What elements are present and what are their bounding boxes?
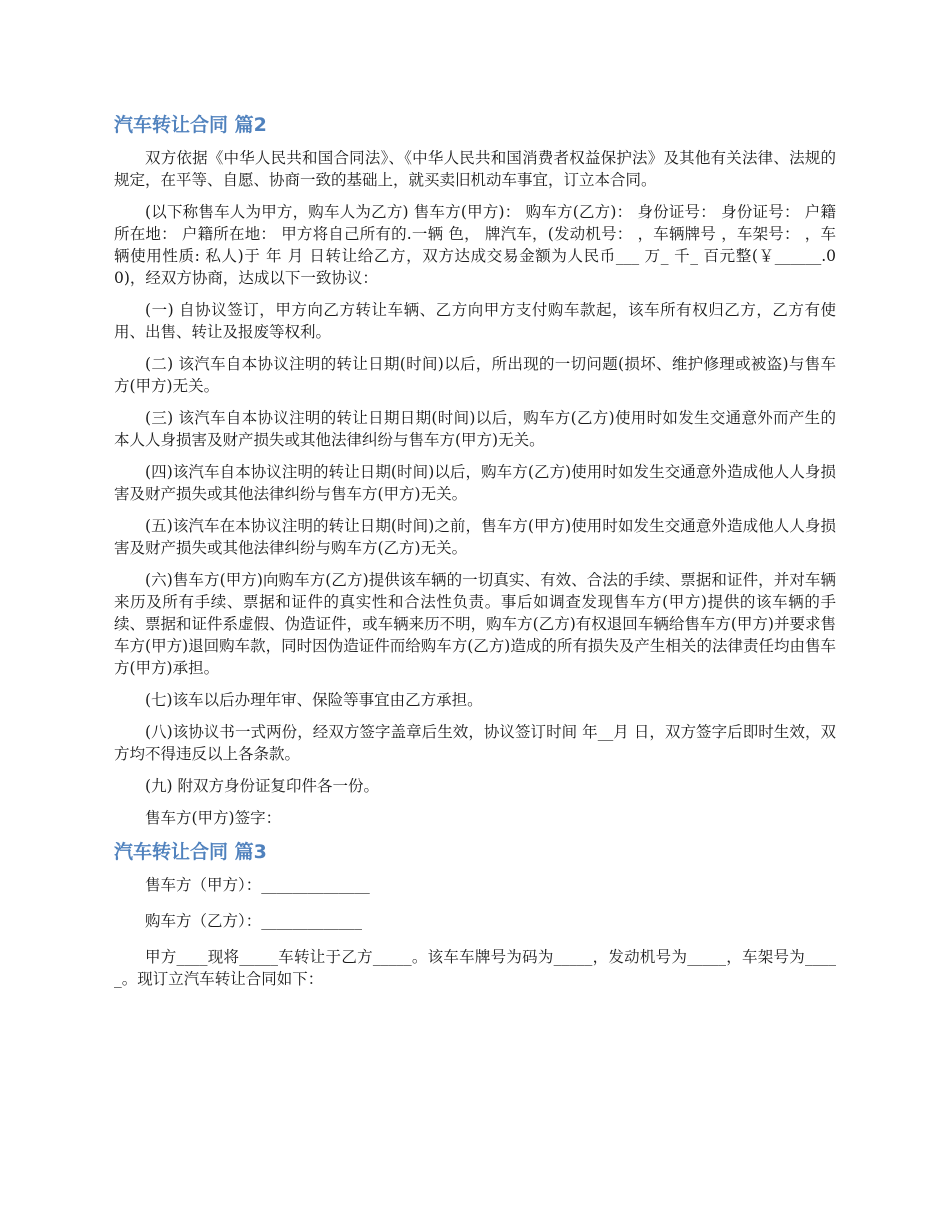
section-2-paragraph-parties: (以下称售车人为甲方，购车人为乙方) 售车方(甲方)： 购车方(乙方)： 身份证号： 身份证号： 户籍所在地： 户籍所在地： 甲方将自己所有的.一辆 色， 牌汽车，(发动机号： ，车辆牌号 ，车架号： ，车辆使用性质: 私人)于 年 月 日转让给乙方，双方达成交易金额为人民币___ 万_ 千_ 百元整(￥______.00)，经双方协商，达成以下一致协议： [114,203,836,287]
section-3-buyer-line: 购车方（乙方）：_____________ [145,912,363,930]
section-2-seller-signature: 售车方(甲方)签字： [145,809,282,827]
section-2-title: 汽车转让合同 篇2 [114,114,267,136]
document-page [114,112,836,1000]
section-2-clause-9: (九) 附双方身份证复印件各一份。 [145,777,380,795]
section-2-clause-7: (七)该车以后办理年审、保险等事宜由乙方承担。 [145,691,483,709]
section-3-transfer-statement: 甲方____现将_____车转让于乙方_____。该车车牌号为码为_____，发动机号为_____，车架号为_____。现订立汽车转让合同如下： [114,948,836,988]
section-2-clause-3: (三) 该汽车自本协议注明的转让日期日期(时间)以后，购车方(乙方)使用时如发生交通意外而产生的本人人身损害及财产损失或其他法律纠纷与售车方(甲方)无关。 [114,409,836,449]
section-2-clause-5: (五)该汽车在本协议注明的转让日期(时间)之前，售车方(甲方)使用时如发生交通意外造成他人人身损害及财产损失或其他法律纠纷与购车方(乙方)无关。 [114,517,836,557]
section-3-seller-line: 售车方（甲方）：______________ [145,876,370,894]
section-3-title: 汽车转让合同 篇3 [114,841,267,863]
section-2-paragraph-intro: 双方依据《中华人民共和国合同法》、《中华人民共和国消费者权益保护法》及其他有关法律、法规的规定，在平等、自愿、协商一致的基础上，就买卖旧机动车事宜，订立本合同。 [114,149,836,189]
section-2-clause-4: (四)该汽车自本协议注明的转让日期(时间)以后，购车方(乙方)使用时如发生交通意外造成他人人身损害及财产损失或其他法律纠纷与售车方(甲方)无关。 [114,463,836,503]
section-2-clause-2: (二) 该汽车自本协议注明的转让日期(时间)以后，所出现的一切问题(损坏、维护修理或被盗)与售车方(甲方)无关。 [114,355,836,395]
section-2-clause-6: (六)售车方(甲方)向购车方(乙方)提供该车辆的一切真实、有效、合法的手续、票据和证件，并对车辆来历及所有手续、票据和证件的真实性和合法性负责。事后如调查发现售车方(甲方)提供的该车辆的手续、票据和证件系虚假、伪造证件，或车辆来历不明，购车方(乙方)有权退回车辆给售车方(甲方)并要求售车方(甲方)退回购车款，同时因伪造证件而给购车方(乙方)造成的所有损失及产生相关的法律责任均由售车方(甲方)承担。 [114,571,836,677]
section-2-clause-1: (一) 自协议签订，甲方向乙方转让车辆、乙方向甲方支付购车款起，该车所有权归乙方，乙方有使用、出售、转让及报废等权利。 [114,301,836,341]
section-2-clause-8: (八)该协议书一式两份，经双方签字盖章后生效，协议签订时间 年__月 日，双方签字后即时生效，双方均不得违反以上各条款。 [114,723,836,763]
